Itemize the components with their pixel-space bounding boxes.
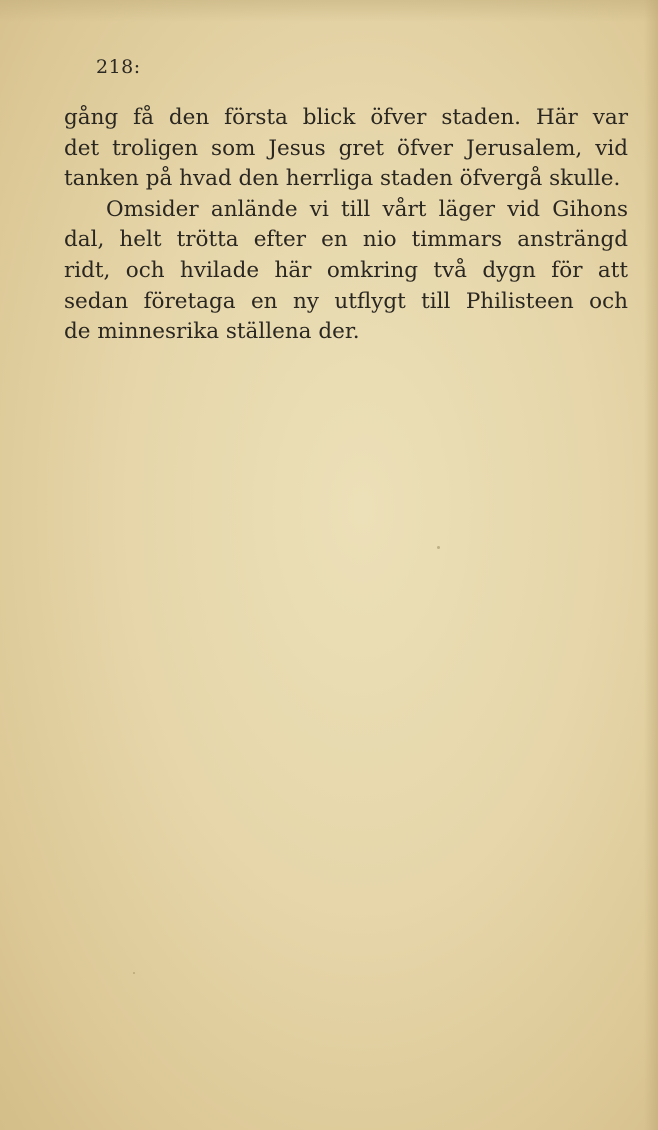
text-line: de minnesrika ställena der.	[64, 319, 360, 345]
text-line: dal, helt trötta efter en nio timmars ansträngd	[64, 227, 628, 253]
text-line: gång få den första blick öfver staden. Här var	[64, 105, 628, 130]
text-line: ridt, och hvilade här omkring två dygn för att	[64, 257, 628, 283]
text-line: tanken på hvad den herrliga staden öfvergå skulle.	[64, 166, 621, 192]
page-edge-shadow	[644, 0, 658, 1130]
text-line: Omsider anlände vi till vårt läger vid Gihons	[106, 196, 628, 222]
paper-speck	[133, 972, 135, 974]
text-line: sedan företaga en ny utflygt till Philisteen och	[64, 288, 628, 314]
body-text	[64, 103, 628, 348]
paper-speck	[437, 546, 440, 549]
page-number: 218:	[96, 56, 141, 78]
text-line: det troligen som Jesus gret öfver Jerusalem, vid	[64, 135, 628, 161]
page-top-shadow	[0, 0, 658, 22]
